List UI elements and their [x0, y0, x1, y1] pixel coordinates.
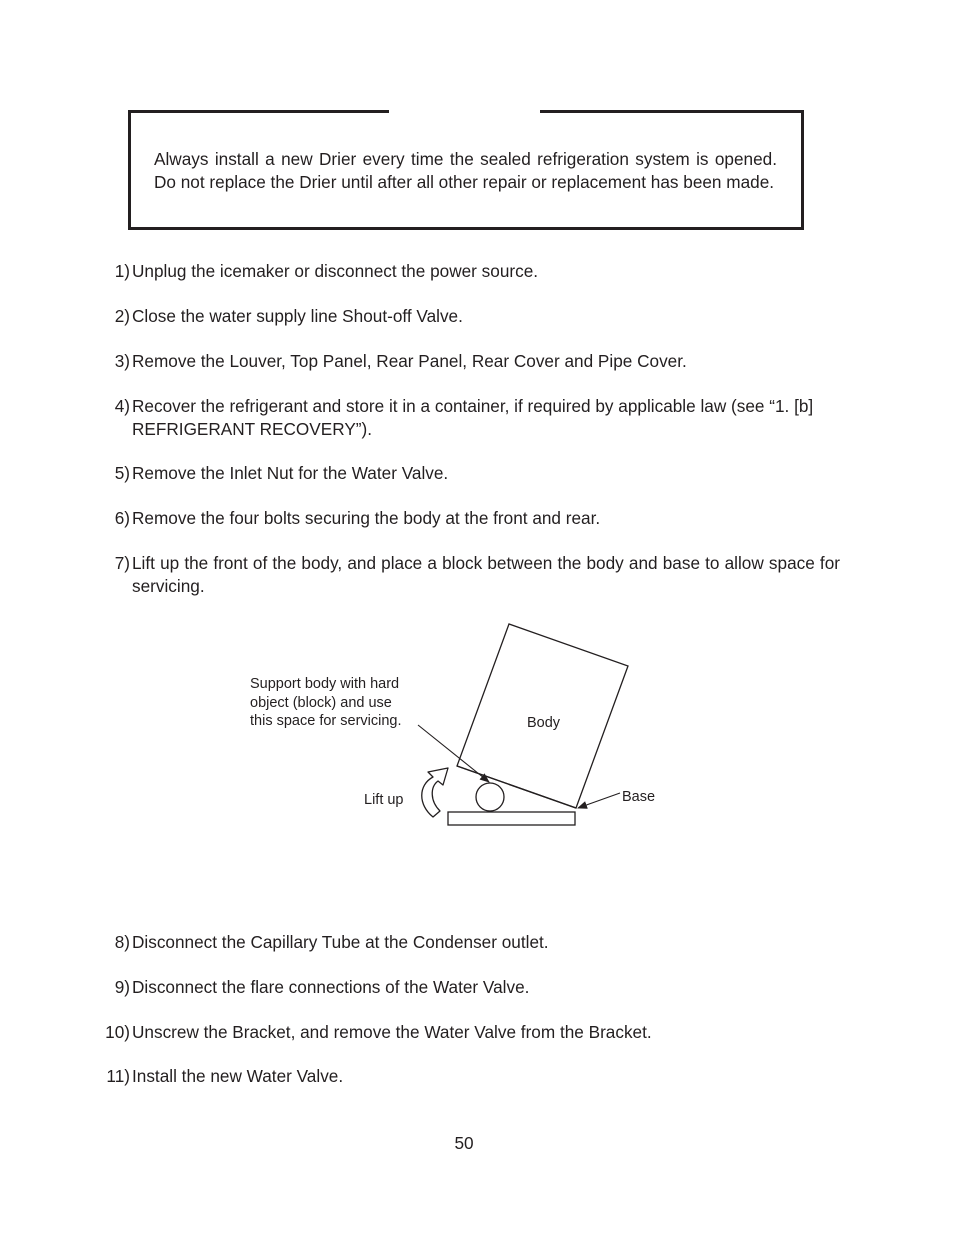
diagram-svg [240, 615, 680, 840]
step-item [100, 552, 840, 597]
step-item [100, 305, 840, 328]
step-number: 1) [114, 261, 130, 281]
notice-text: Always install a new Drier every time the sealed refrigeration system is opened. Do not replace the Drier until after all other repair or replacement has been made. [154, 149, 777, 192]
step-item [100, 1021, 840, 1044]
step-number: 8) [114, 932, 130, 952]
step-number: 5) [114, 463, 130, 483]
support-label-line-2: object (block) and use [250, 695, 392, 711]
step-item [100, 1065, 840, 1088]
base-leader-line [578, 793, 620, 808]
step-number: 7) [114, 553, 130, 573]
step-text: Unplug the icemaker or disconnect the power source. [132, 261, 539, 281]
step-item [100, 395, 840, 440]
base-label: Base [622, 789, 656, 805]
step-text: Lift up the front of the body, and place a block between the body and base to allow space for servicing. [132, 553, 840, 596]
step-item [100, 350, 840, 373]
step-text: Close the water supply line Shout-off Valve. [132, 306, 463, 326]
step-item [100, 462, 840, 485]
step-text: Disconnect the flare connections of the Water Valve. [132, 977, 530, 997]
step-item [100, 976, 840, 999]
step-text: Recover the refrigerant and store it in a container, if required by applicable law (see “1. [b] REFRIGERANT RECOVERY”). [132, 396, 814, 439]
lift-up-arrow-icon [422, 768, 448, 817]
lift-up-label: Lift up [364, 792, 404, 808]
step-number: 9) [114, 977, 130, 997]
support-label-line-3: this space for servicing. [250, 713, 402, 729]
step-number: 11) [106, 1066, 130, 1086]
step-text: Unscrew the Bracket, and remove the Water Valve from the Bracket. [132, 1022, 652, 1042]
base-plate [448, 812, 575, 825]
step-number: 3) [114, 351, 130, 371]
step-number: 10) [105, 1022, 130, 1042]
step-text: Disconnect the Capillary Tube at the Condenser outlet. [132, 932, 549, 952]
page-number: 50 [454, 1133, 474, 1153]
body-label: Body [527, 715, 561, 731]
step-number: 4) [114, 396, 130, 416]
step-text: Remove the Louver, Top Panel, Rear Panel, Rear Cover and Pipe Cover. [132, 351, 687, 371]
lift-body-diagram [240, 615, 680, 840]
notice-title-gap [389, 106, 540, 116]
block-circle [476, 783, 504, 811]
step-item [100, 931, 840, 954]
base-slope-line [457, 766, 576, 808]
step-number: 6) [114, 508, 130, 528]
step-text: Install the new Water Valve. [132, 1066, 344, 1086]
step-number: 2) [114, 306, 130, 326]
step-item [100, 507, 840, 530]
step-text: Remove the four bolts securing the body at the front and rear. [132, 508, 601, 528]
step-text: Remove the Inlet Nut for the Water Valve. [132, 463, 449, 483]
step-item [100, 260, 840, 283]
support-label-line-1: Support body with hard [250, 676, 400, 692]
